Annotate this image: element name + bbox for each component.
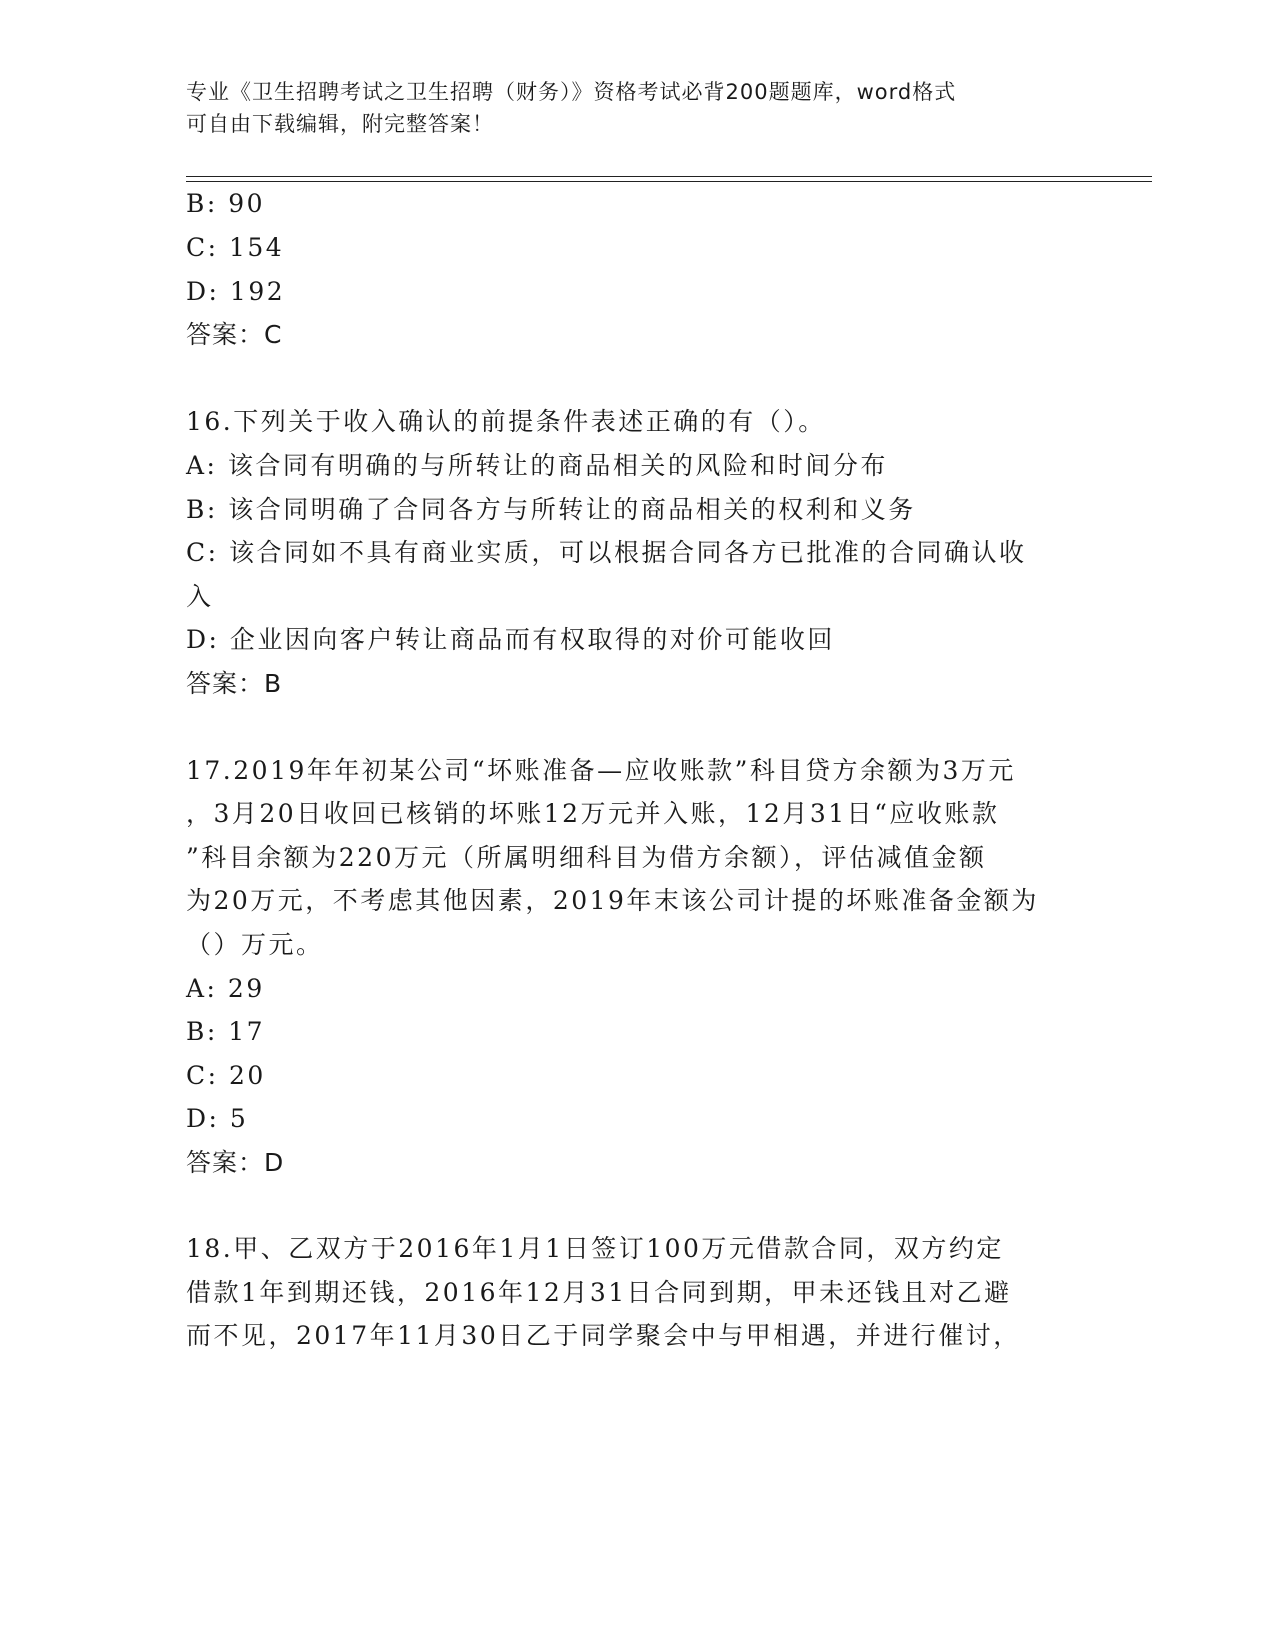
q18-stem-line-3: 而不见，2017年11月30日乙于同学聚会中与甲相遇，并进行催讨， — [186, 1321, 1021, 1350]
header-line-2: 可自由下载编辑，附完整答案！ — [186, 112, 494, 136]
q18-stem-line-1: 18.甲、乙双方于2016年1月1日签订100万元借款合同，双方约定 — [186, 1234, 1004, 1263]
q16-answer: 答案：B — [186, 669, 283, 698]
q17-stem-line-5: （）万元。 — [186, 930, 324, 959]
header-rule-bottom — [186, 181, 1152, 182]
q15-option-c: C: 154 — [186, 233, 285, 262]
document-header — [186, 76, 1066, 140]
q15-option-d: D: 192 — [186, 277, 286, 306]
q16-option-a: A: 该合同有明确的与所转让的商品相关的风险和时间分布 — [186, 451, 888, 480]
q17-option-b: B: 17 — [186, 1017, 266, 1046]
q17-answer: 答案：D — [186, 1148, 285, 1177]
q18-stem-line-2: 借款1年到期还钱，2016年12月31日合同到期，甲未还钱且对乙避 — [186, 1278, 1012, 1307]
q16-stem: 16.下列关于收入确认的前提条件表述正确的有（）。 — [186, 407, 826, 436]
header-rule-top — [186, 176, 1152, 177]
q16-option-c-line-2: 入 — [186, 582, 214, 611]
q16-option-c-line-1: C: 该合同如不具有商业实质，可以根据合同各方已批准的合同确认收 — [186, 538, 1027, 567]
q17-stem-line-2: ，3月20日收回已核销的坏账12万元并入账，12月31日“应收账款 — [186, 799, 1000, 828]
q17-stem-line-1: 17.2019年年初某公司“坏账准备—应收账款”科目贷方余额为3万元 — [186, 756, 1016, 785]
q16-option-d: D: 企业因向客户转让商品而有权取得的对价可能收回 — [186, 625, 835, 654]
q16-option-b: B: 该合同明确了合同各方与所转让的商品相关的权利和义务 — [186, 495, 916, 524]
q17-option-a: A: 29 — [186, 974, 265, 1003]
q17-stem-line-3: ”科目余额为220万元（所属明细科目为借方余额），评估减值金额 — [186, 843, 987, 872]
q17-option-c: C: 20 — [186, 1061, 266, 1090]
q15-option-b: B: 90 — [186, 189, 266, 218]
header-line-1: 专业《卫生招聘考试之卫生招聘（财务）》资格考试必背200题题库，word格式 — [186, 80, 957, 104]
q15-answer: 答案：C — [186, 320, 283, 349]
q17-stem-line-4: 为20万元，不考虑其他因素，2019年末该公司计提的坏账准备金额为 — [186, 886, 1039, 915]
q17-option-d: D: 5 — [186, 1104, 249, 1133]
